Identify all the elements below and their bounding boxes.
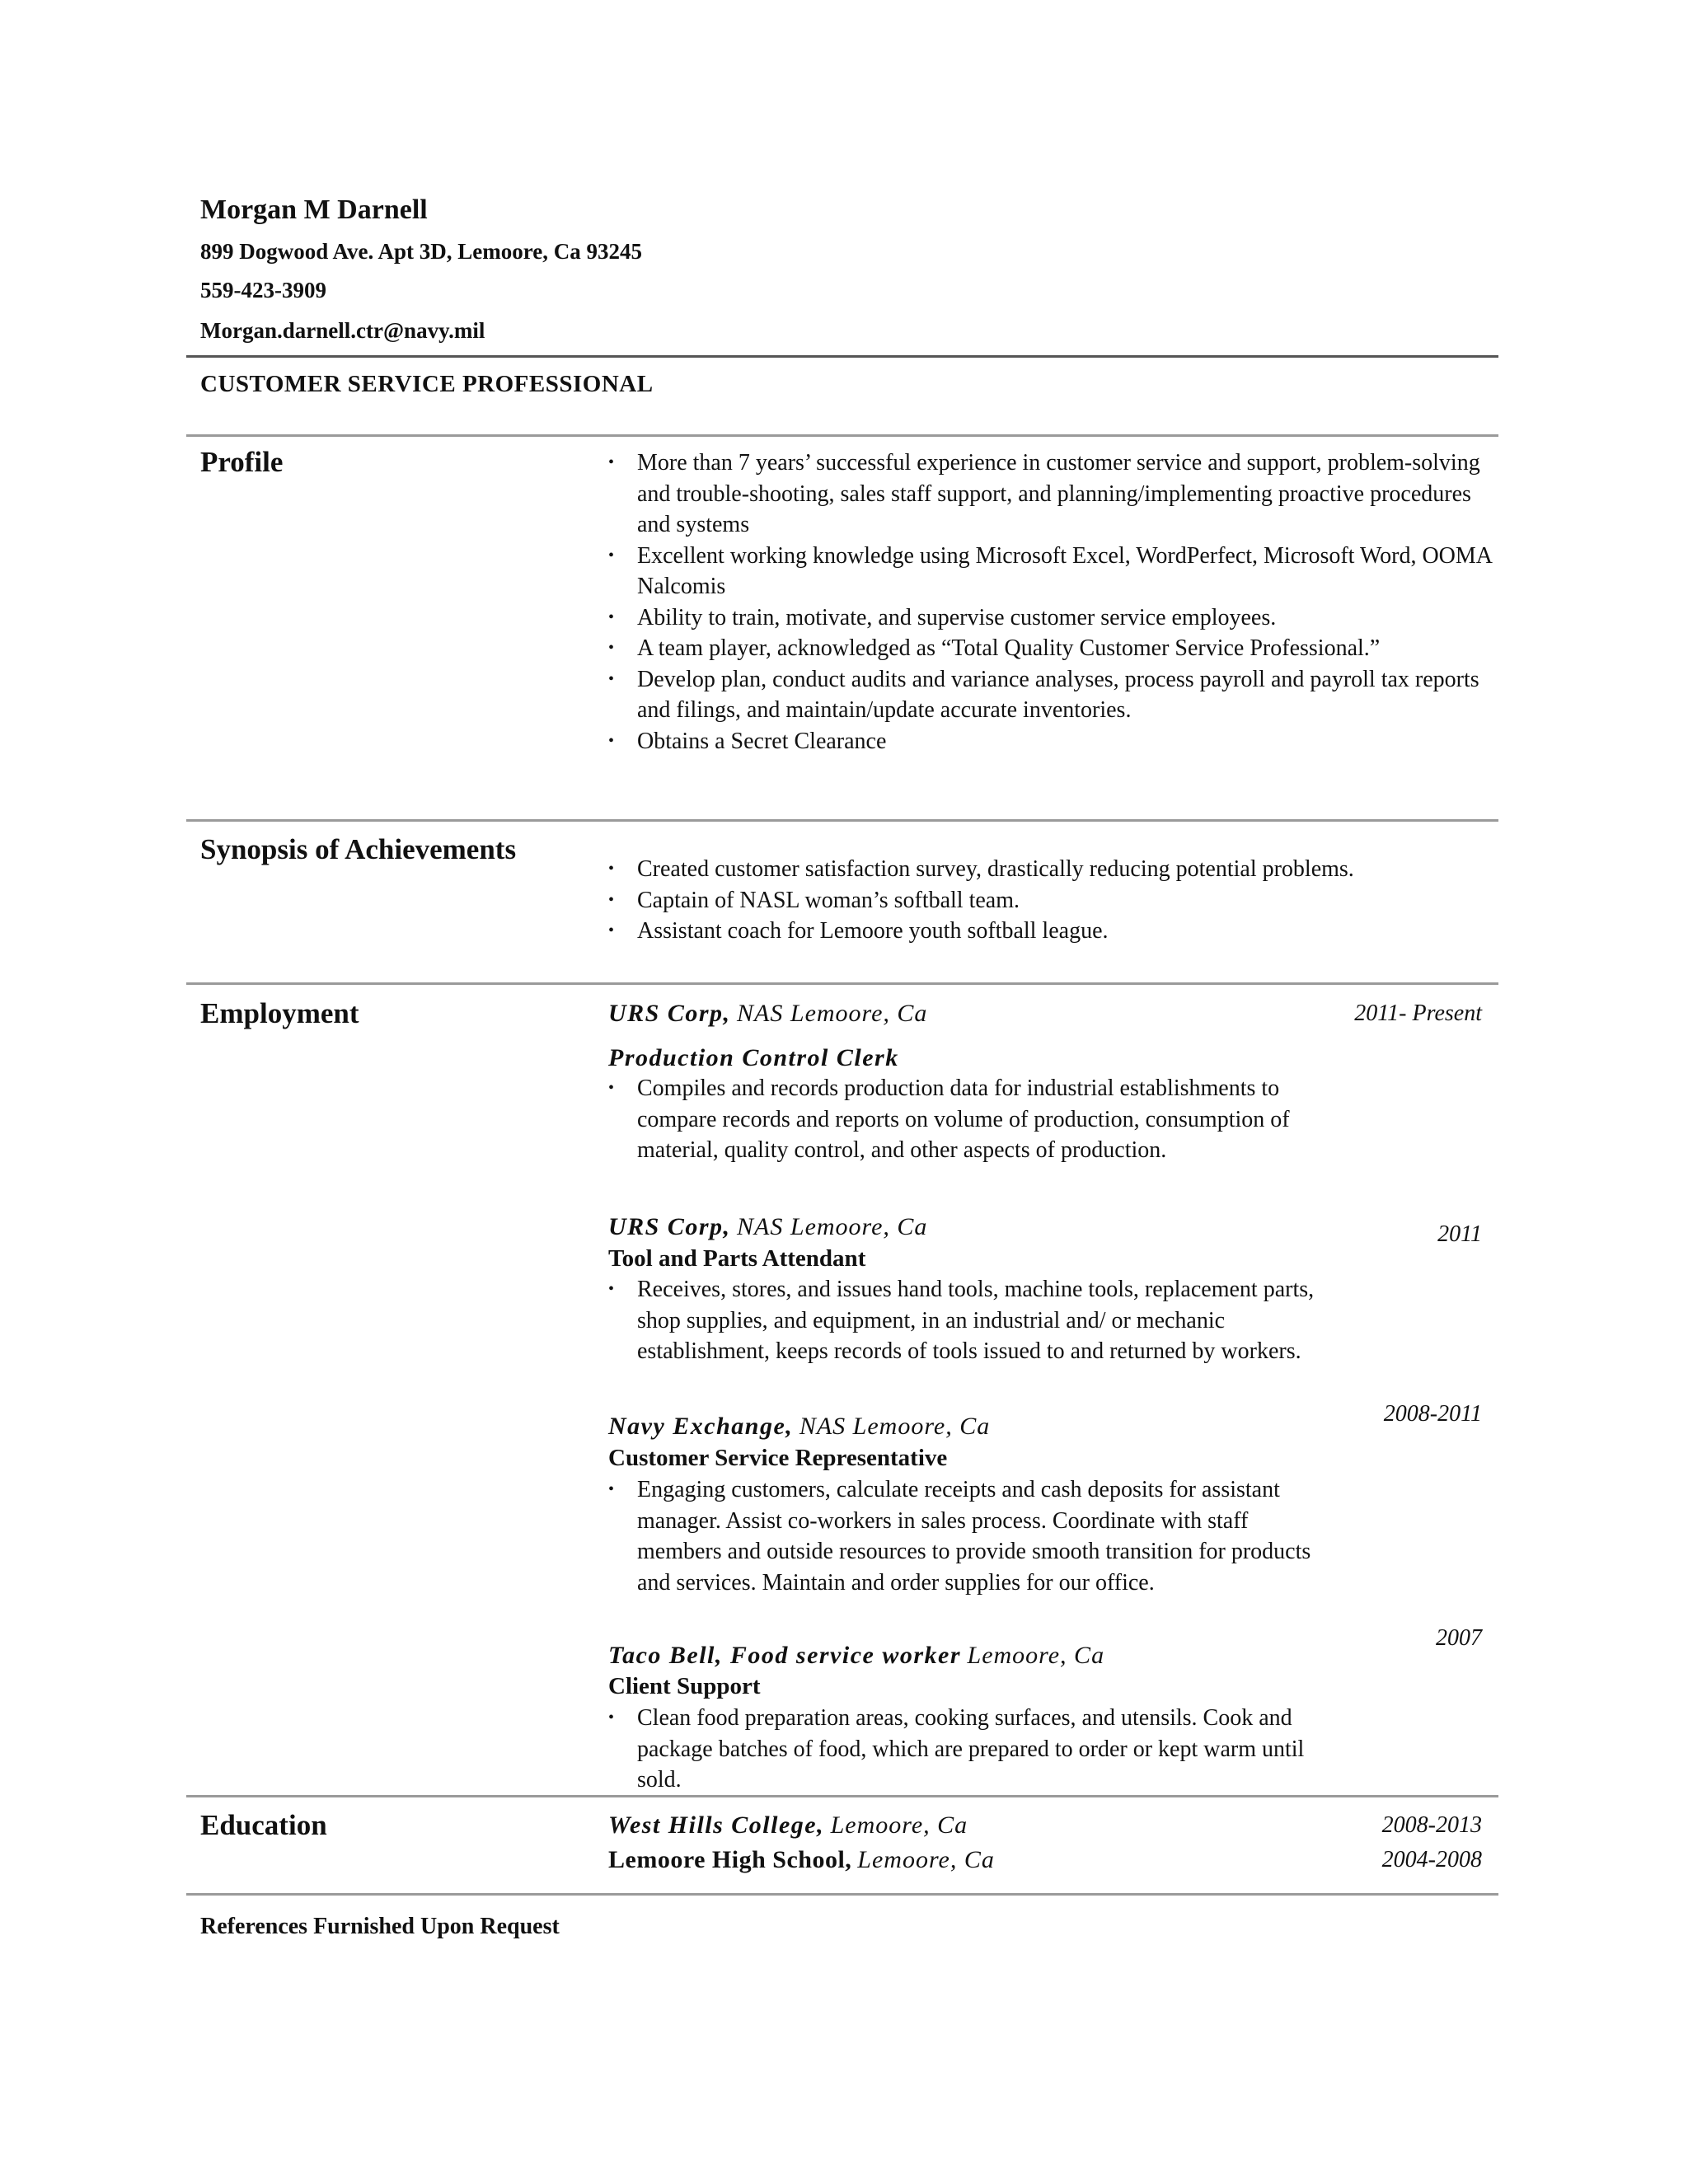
school-dates: 2008-2013	[1381, 1812, 1482, 1838]
job-company	[608, 1413, 990, 1441]
company-name: Taco Bell, Food service worker	[608, 1642, 962, 1669]
list-item: • Obtains a Secret Clearance	[606, 726, 1496, 757]
job-company	[608, 1642, 1104, 1670]
list-item: • Excellent working knowledge using Microsoft Excel, WordPerfect, Microsoft Word, OOMA Nalcomis	[606, 541, 1496, 602]
professional-title: CUSTOMER SERVICE PROFESSIONAL	[200, 371, 654, 397]
job-duties	[606, 1073, 1331, 1166]
email-address: Morgan.darnell.ctr@navy.mil	[200, 318, 485, 343]
school-location: Lemoore, Ca	[857, 1846, 995, 1873]
references-note: References Furnished Upon Request	[200, 1914, 560, 1939]
list-item: • Receives, stores, and issues hand tools, machine tools, replacement parts, shop supplies, and equipment, in an industrial and/ or mechanic establishment, keeps records of tools issued to and returned by workers.	[606, 1274, 1331, 1367]
list-item: • More than 7 years’ successful experience in customer service and support, problem-solving and trouble-shooting, sales staff support, and planning/implementing proactive procedures and systems	[606, 448, 1496, 541]
company-location: NAS Lemoore, Ca	[799, 1413, 991, 1440]
job-dates: 2007	[1436, 1625, 1482, 1651]
divider	[186, 982, 1498, 985]
company-location: NAS Lemoore, Ca	[737, 1000, 928, 1027]
school-name: Lemoore High School	[608, 1846, 846, 1873]
list-item: • Compiles and records production data for industrial establishments to compare records and reports on volume of production, consumption of material, quality control, and other aspects of production.	[606, 1073, 1331, 1166]
divider	[186, 819, 1498, 822]
divider	[186, 355, 1498, 358]
company-name: URS Corp,	[608, 1000, 731, 1027]
school-entry	[608, 1846, 995, 1874]
job-title: Client Support	[608, 1673, 761, 1699]
job-duties	[606, 1703, 1331, 1796]
list-item: • Ability to train, motivate, and supervise customer service employees.	[606, 602, 1496, 634]
school-name: West Hills College,	[608, 1811, 825, 1839]
job-dates: 2011	[1437, 1221, 1482, 1247]
company-name: Navy Exchange,	[608, 1413, 794, 1440]
job-title: Tool and Parts Attendant	[608, 1245, 866, 1272]
list-item: • Clean food preparation areas, cooking surfaces, and utensils. Cook and package batches of food, which are prepared to order or kept warm until sold.	[606, 1703, 1331, 1796]
job-dates: 2011- Present	[1354, 1001, 1482, 1026]
profile-list	[606, 448, 1496, 757]
list-item: • Develop plan, conduct audits and variance analyses, process payroll and payroll tax reports and filings, and maintain/update accurate inventories.	[606, 664, 1496, 726]
job-company	[608, 1213, 927, 1241]
company-name: URS Corp,	[608, 1213, 731, 1240]
list-item: • A team player, acknowledged as “Total Quality Customer Service Professional.”	[606, 633, 1496, 664]
divider	[186, 1795, 1498, 1797]
company-location: Lemoore, Ca	[967, 1642, 1105, 1669]
list-item: • Assistant coach for Lemoore youth softball league.	[606, 916, 1496, 947]
list-item: • Captain of NASL woman’s softball team.	[606, 885, 1496, 916]
job-company	[608, 1000, 927, 1028]
section-heading-education: Education	[200, 1809, 327, 1841]
list-item: • Engaging customers, calculate receipts and cash deposits for assistant manager. Assist co-workers in sales process. Coordinate with staff members and outside resources to provide smooth transition for products and services. Maintain and order supplies for our office.	[606, 1474, 1331, 1598]
job-duties	[606, 1274, 1331, 1367]
phone-number: 559-423-3909	[200, 278, 326, 302]
section-heading-employment: Employment	[200, 997, 359, 1029]
job-duties	[606, 1474, 1331, 1598]
section-heading-profile: Profile	[200, 446, 284, 478]
job-title: Production Control Clerk	[608, 1044, 899, 1071]
school-entry	[608, 1811, 968, 1840]
company-location: NAS Lemoore, Ca	[737, 1213, 928, 1240]
section-heading-achievements: Synopsis of Achievements	[200, 833, 517, 865]
divider	[186, 1893, 1498, 1896]
school-location: Lemoore, Ca	[830, 1811, 968, 1839]
divider	[186, 434, 1498, 437]
list-item: • Created customer satisfaction survey, drastically reducing potential problems.	[606, 854, 1496, 885]
resume-name: Morgan M Darnell	[200, 194, 428, 225]
school-separator: ,	[845, 1846, 851, 1873]
job-dates: 2008-2011	[1383, 1401, 1482, 1427]
job-title: Customer Service Representative	[608, 1445, 948, 1471]
achievements-list	[606, 854, 1496, 947]
address: 899 Dogwood Ave. Apt 3D, Lemoore, Ca 93245	[200, 239, 642, 264]
school-dates: 2004-2008	[1381, 1847, 1482, 1872]
